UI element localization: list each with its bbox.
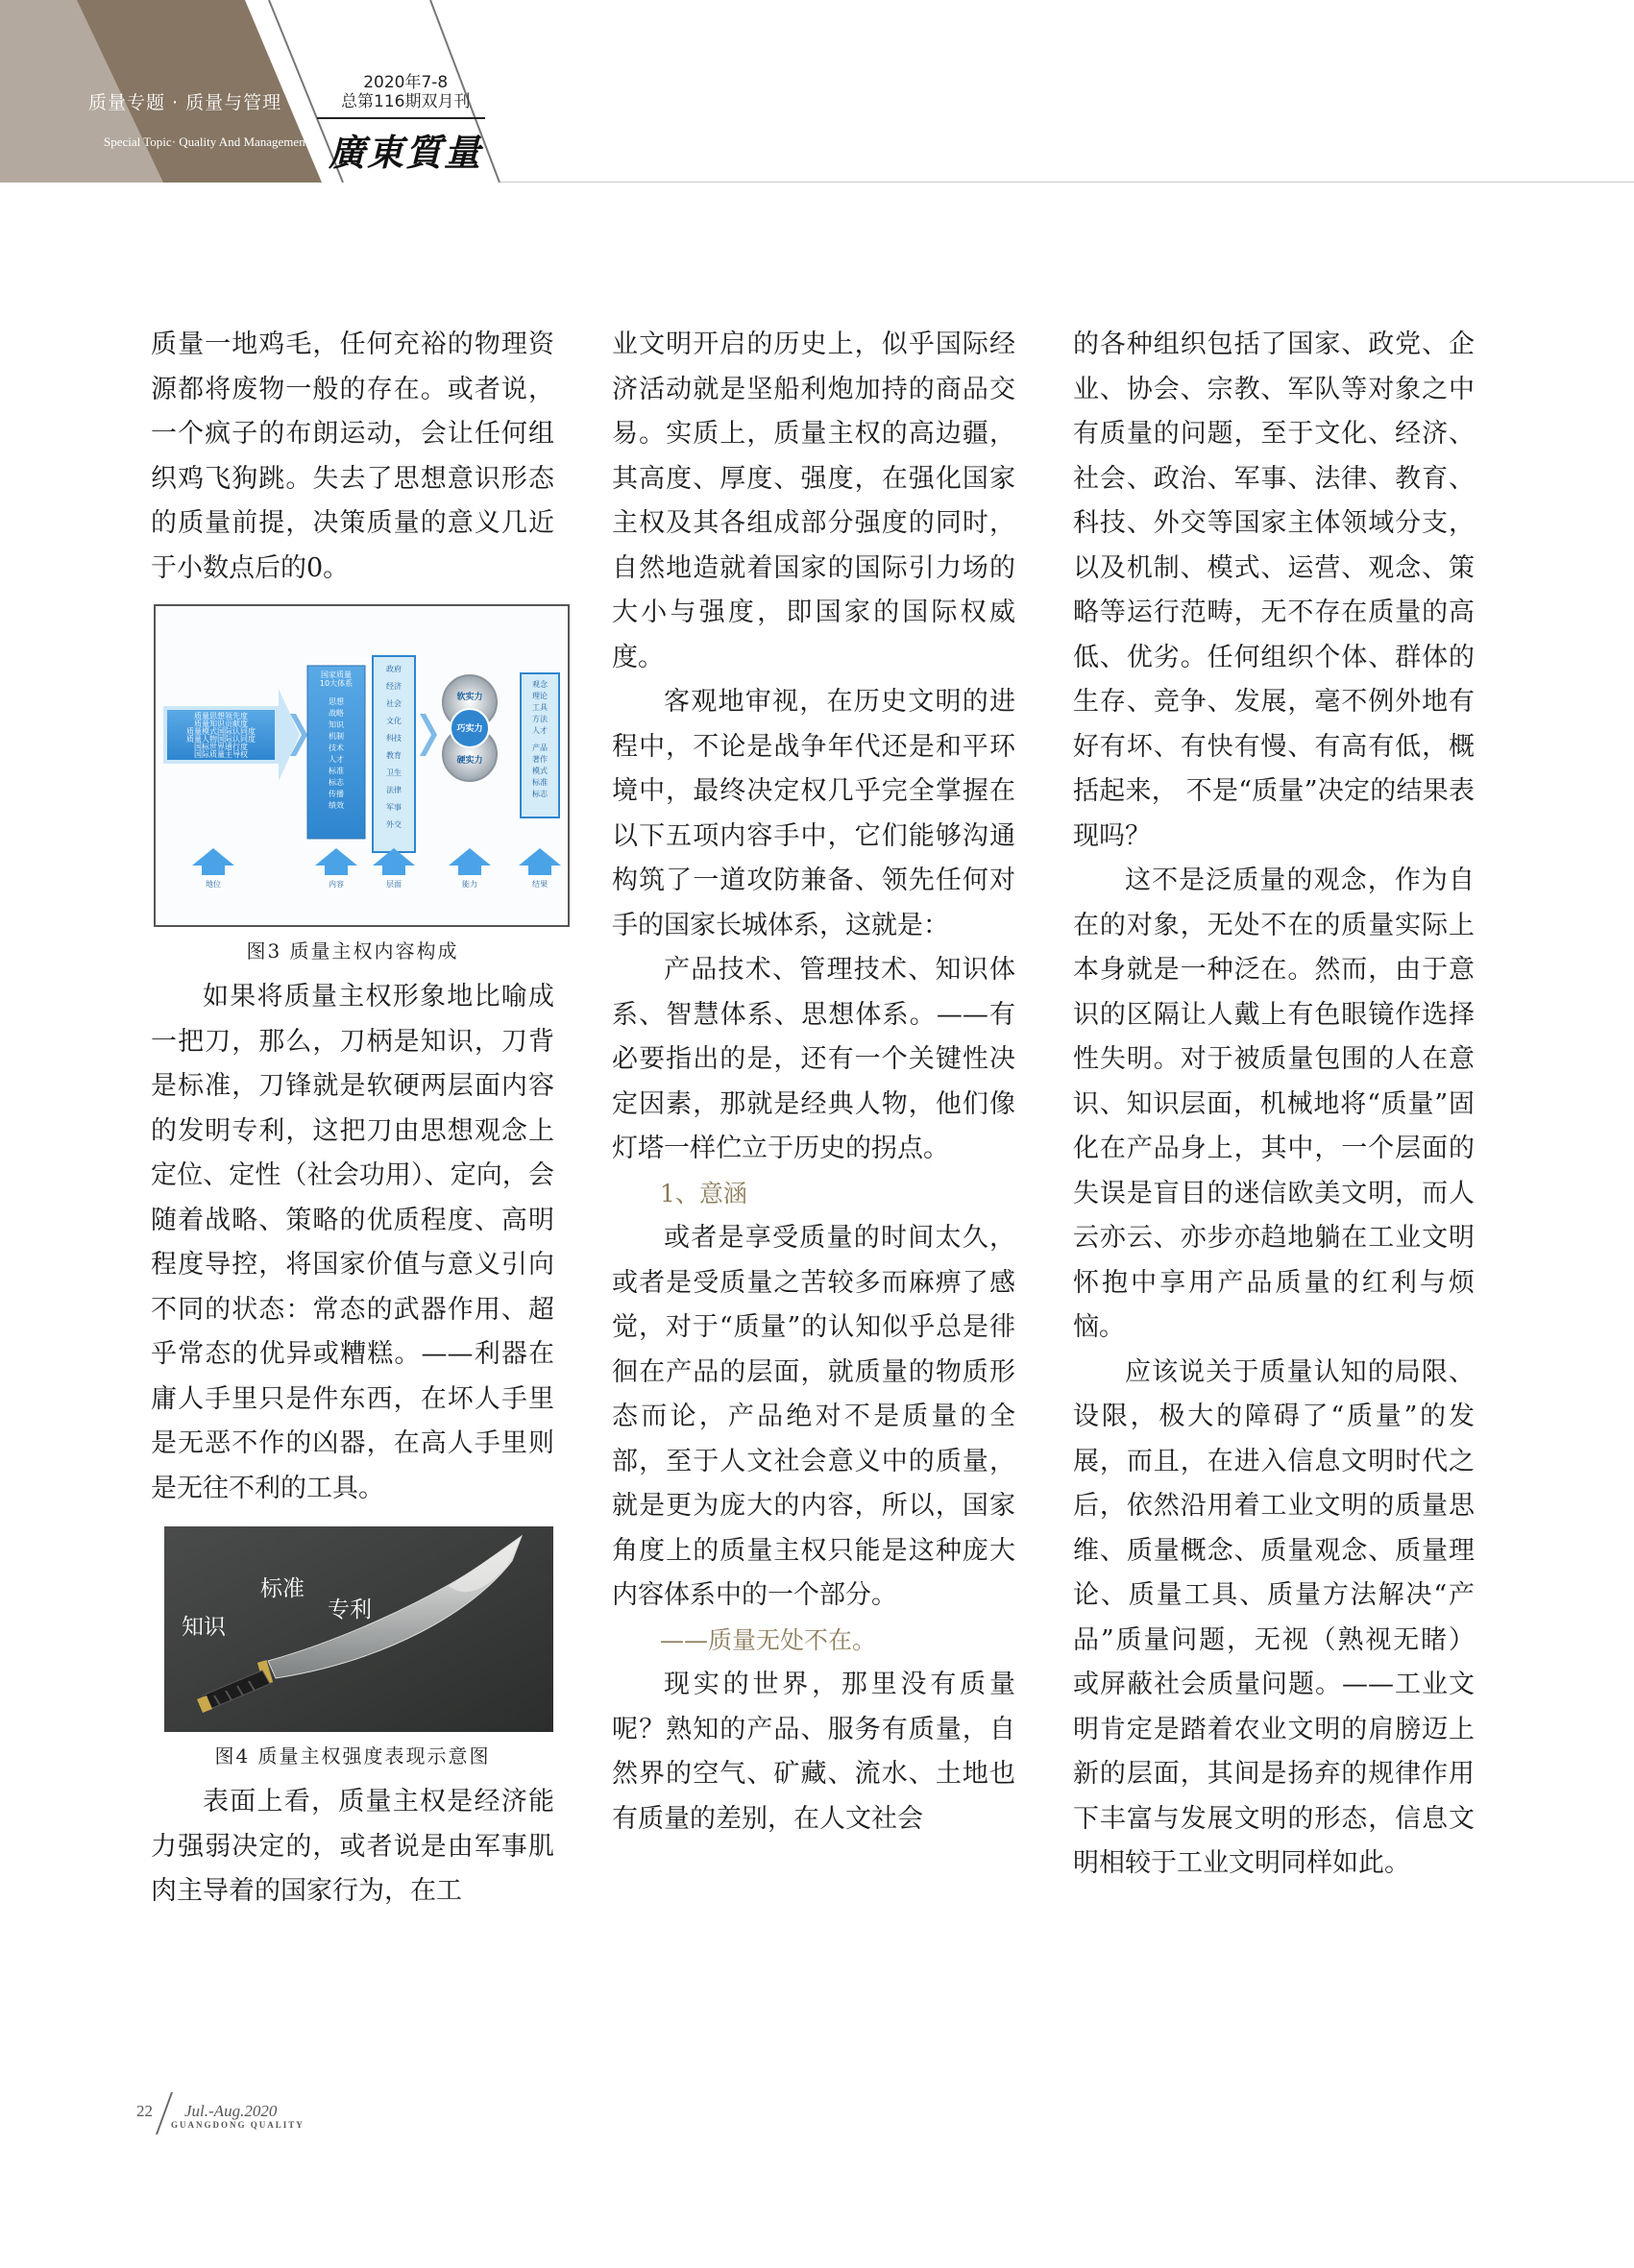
fig3-box1-line-1: 质量思想领先度	[194, 712, 248, 720]
col1-paragraph-2: 如果将质量主权形象地比喻成一把刀，那么，刀柄是知识，刀背是标准，刀锋就是软硬两层面内容的发明专利，这把刀由思想观念上定位、定性（社会功用）、定向，会随着战略、策略的优质程度、高明程度导控，将国家价值与意义引向不同的状态：常态的武器作用、超乎常态的优异或糟糕。——利器在庸人手里只是件东西，在坏人手里是无恶不作的凶器，在高人手里则是无往不利的工具。	[151, 982, 554, 1503]
column-3	[1073, 323, 1475, 1887]
fig3-box5-item-9: 标准	[532, 778, 548, 787]
fig3-box5-item-8: 模式	[532, 767, 548, 775]
column-2	[612, 323, 1015, 1841]
fig3-arrow-label-4: 能力	[462, 880, 477, 889]
fig3-box2-title-2: 10大体系	[319, 679, 354, 688]
fig3-box2-item-7: 标准	[329, 767, 344, 775]
fig3-box1-line-2: 质量知识贡献度	[194, 719, 248, 728]
figure-4-knife-image	[164, 1526, 553, 1732]
fig3-box5-item-2: 理论	[532, 692, 548, 700]
figure-3-caption: 图3 质量主权内容构成	[246, 939, 459, 963]
fig3-arrow-label-2: 内容	[329, 880, 344, 889]
header-issue	[341, 73, 470, 111]
header-section-en: Special Topic· Quality And Management	[104, 134, 309, 149]
fig3-box3-item-4: 文化	[386, 717, 402, 725]
header-issue-line: 总第116期双月刊	[341, 92, 471, 111]
fig3-box5-item-10: 标志	[532, 790, 548, 798]
fig3-box2-item-9: 传播	[329, 790, 344, 798]
footer-magazine-name: GUANGDONG QUALITY	[171, 2120, 305, 2130]
col3-paragraph-1: 的各种组织包括了国家、政党、企业、协会、宗教、军队等对象之中有质量的问题，至于文化、经济、社会、政治、军事、法律、教育、科技、外交等国家主体领域分支，以及机制、模式、运营、观念、策略等运行范畴，无不存在质量的高低、优劣。任何组织个体、群体的生存、竞争、发展，毫不例外地有好有坏、有快有慢、有高有低，概括起来， 不是“质量”决定的结果表现吗？	[1073, 329, 1475, 851]
fig3-circle-smart: 巧实力	[456, 724, 483, 734]
fig3-box5-item-5: 人才	[532, 726, 548, 735]
fig3-box2-item-4: 机制	[329, 732, 344, 741]
fig3-arrow-label-5: 结果	[532, 880, 548, 889]
fig3-arrow-label-3: 层面	[386, 880, 402, 889]
fig3-box2-item-1: 思想	[329, 697, 344, 706]
fig3-box5-item-6: 产品	[532, 744, 548, 752]
fig3-box2-item-2: 战略	[329, 709, 344, 718]
col3-paragraph-2: 这不是泛质量的观念，作为自在的对象，无处不在的质量实际上本身就是一种泛在。然而，由于意识的区隔让人戴上有色眼镜作选择性失明。对于被质量包围的人在意识、知识层面，机械地将“质量”固化在产品身上，其中，一个层面的失误是盲目的迷信欧美文明，而人云亦云、亦步亦趋地躺在工业文明怀抱中享用产品质量的红利与烦恼。	[1073, 866, 1475, 1342]
col1-paragraph-1: 质量一地鸡毛，任何充裕的物理资源都将废物一般的存在。或者说，一个疯子的布朗运动，会让任何组织鸡飞狗跳。失去了思想意识形态的质量前提，决策质量的意义几近于小数点后的0。	[151, 329, 554, 583]
col3-paragraph-3: 应该说关于质量认知的局限、设限，极大的障碍了“质量”的发展，而且，在进入信息文明时代之后，依然沿用着工业文明的质量思维、质量概念、质量观念、质量理论、质量工具、质量方法解决“产品”质量问题，无视（熟视无睹）或屏蔽社会质量问题。——工业文明肯定是踏着农业文明的肩膀迈上新的层面，其间是扬弃的规律作用下丰富与发展文明的形态，信息文明相较于工业文明同样如此。	[1073, 1356, 1475, 1878]
knife-label-knowledge: 知识	[182, 1615, 226, 1640]
fig3-box3-item-3: 社会	[386, 699, 402, 708]
figure-3-svg	[156, 606, 568, 925]
header-brand-logo: 廣東質量	[329, 131, 483, 174]
footer-page-number: 22	[136, 2102, 153, 2120]
knife-label-standard: 标准	[260, 1576, 305, 1601]
fig3-box3-item-10: 外交	[386, 820, 402, 829]
fig3-circle-soft: 软实力	[456, 693, 483, 702]
fig3-box2-item-3: 知识	[329, 720, 344, 729]
col2-paragraph-1: 业文明开启的历史上，似乎国际经济活动就是坚船利炮加持的商品交易。实质上，质量主权的高边疆，其高度、厚度、强度，在强化国家主权及其各组成部分强度的同时，自然地造就着国家的国际引力场的大小与强度，即国家的国际权威度。	[612, 329, 1015, 672]
footer-date: Jul.-Aug.2020	[184, 2102, 278, 2120]
col2-paragraph-5: 现实的世界，那里没有质量呢？熟知的产品、服务有质量，自然界的空气、矿藏、流水、土地也有质量的差别，在人文社会	[612, 1670, 1015, 1834]
fig3-box3-item-2: 经济	[386, 682, 402, 691]
fig3-box3-item-5: 科技	[386, 734, 402, 743]
fig3-box3-item-1: 政府	[386, 665, 402, 673]
fig3-box3-item-8: 法律	[386, 786, 402, 794]
fig3-box1-line-4: 质量人物国际认同度	[186, 735, 256, 744]
header-section-cn: 质量专题 · 质量与管理	[88, 92, 282, 113]
col2-subheading-2: ——质量无处不在。	[660, 1625, 877, 1654]
figure-4-caption: 图4 质量主权强度表现示意图	[214, 1744, 491, 1768]
fig3-box1-line-3: 质量模式国际认同度	[186, 727, 256, 736]
fig3-circle-hard: 硬实力	[456, 756, 483, 766]
fig3-box2-item-5: 技术	[329, 744, 344, 752]
fig3-box1-line-5: 国标世界通行度	[194, 743, 248, 751]
figure-3-diagram	[154, 604, 570, 927]
fig3-box5-item-3: 工具	[532, 703, 548, 712]
knife-label-patent: 专利	[328, 1597, 372, 1622]
fig3-box2-title-1: 国家质量	[321, 671, 352, 679]
fig3-box5-item-7: 著作	[532, 755, 548, 764]
col2-subheading-1: 1、意涵	[660, 1179, 747, 1207]
col2-paragraph-4: 或者是享受质量的时间太久，或者是受质量之苦较多而麻痹了感觉，对于“质量”的认知似乎总是徘徊在产品的层面，就质量的物质形态而论，产品绝对不是质量的全部，至于人文社会意义中的质量，就是更为庞大的内容，所以，国家角度上的质量主权只能是这种庞大内容体系中的一个部分。	[612, 1223, 1015, 1610]
col2-paragraph-3: 产品技术、管理技术、知识体系、智慧体系、思想体系。——有必要指出的是，还有一个关键性决定因素，那就是经典人物，他们像灯塔一样伫立于历史的拐点。	[612, 955, 1015, 1163]
fig3-box2-item-6: 人才	[329, 755, 344, 764]
fig3-box3-item-9: 军事	[386, 803, 402, 812]
fig3-box3-item-7: 卫生	[386, 768, 402, 777]
fig3-arrow-label-1: 地位	[206, 880, 221, 889]
fig3-box2-item-8: 标志	[329, 778, 344, 787]
fig3-box5-item-1: 观念	[532, 680, 548, 689]
col2-paragraph-2: 客观地审视，在历史文明的进程中，不论是战争年代还是和平环境中，最终决定权几乎完全掌握在以下五项内容手中，它们能够沟通构筑了一道攻防兼备、领先任何对手的国家长城体系，这就是：	[612, 687, 1015, 940]
fig3-box3-item-6: 教育	[386, 751, 402, 760]
header-date-line: 2020年7-8	[363, 73, 449, 92]
col1-paragraph-3: 表面上看，质量主权是经济能力强弱决定的，或者说是由军事肌肉主导着的国家行为，在工	[151, 1787, 554, 1906]
fig3-box2-item-10: 绩效	[329, 801, 344, 810]
column-1	[151, 323, 554, 1914]
fig3-box5-item-4: 方法	[532, 715, 548, 723]
fig3-box1-line-6: 国际质量主导权	[194, 750, 248, 759]
